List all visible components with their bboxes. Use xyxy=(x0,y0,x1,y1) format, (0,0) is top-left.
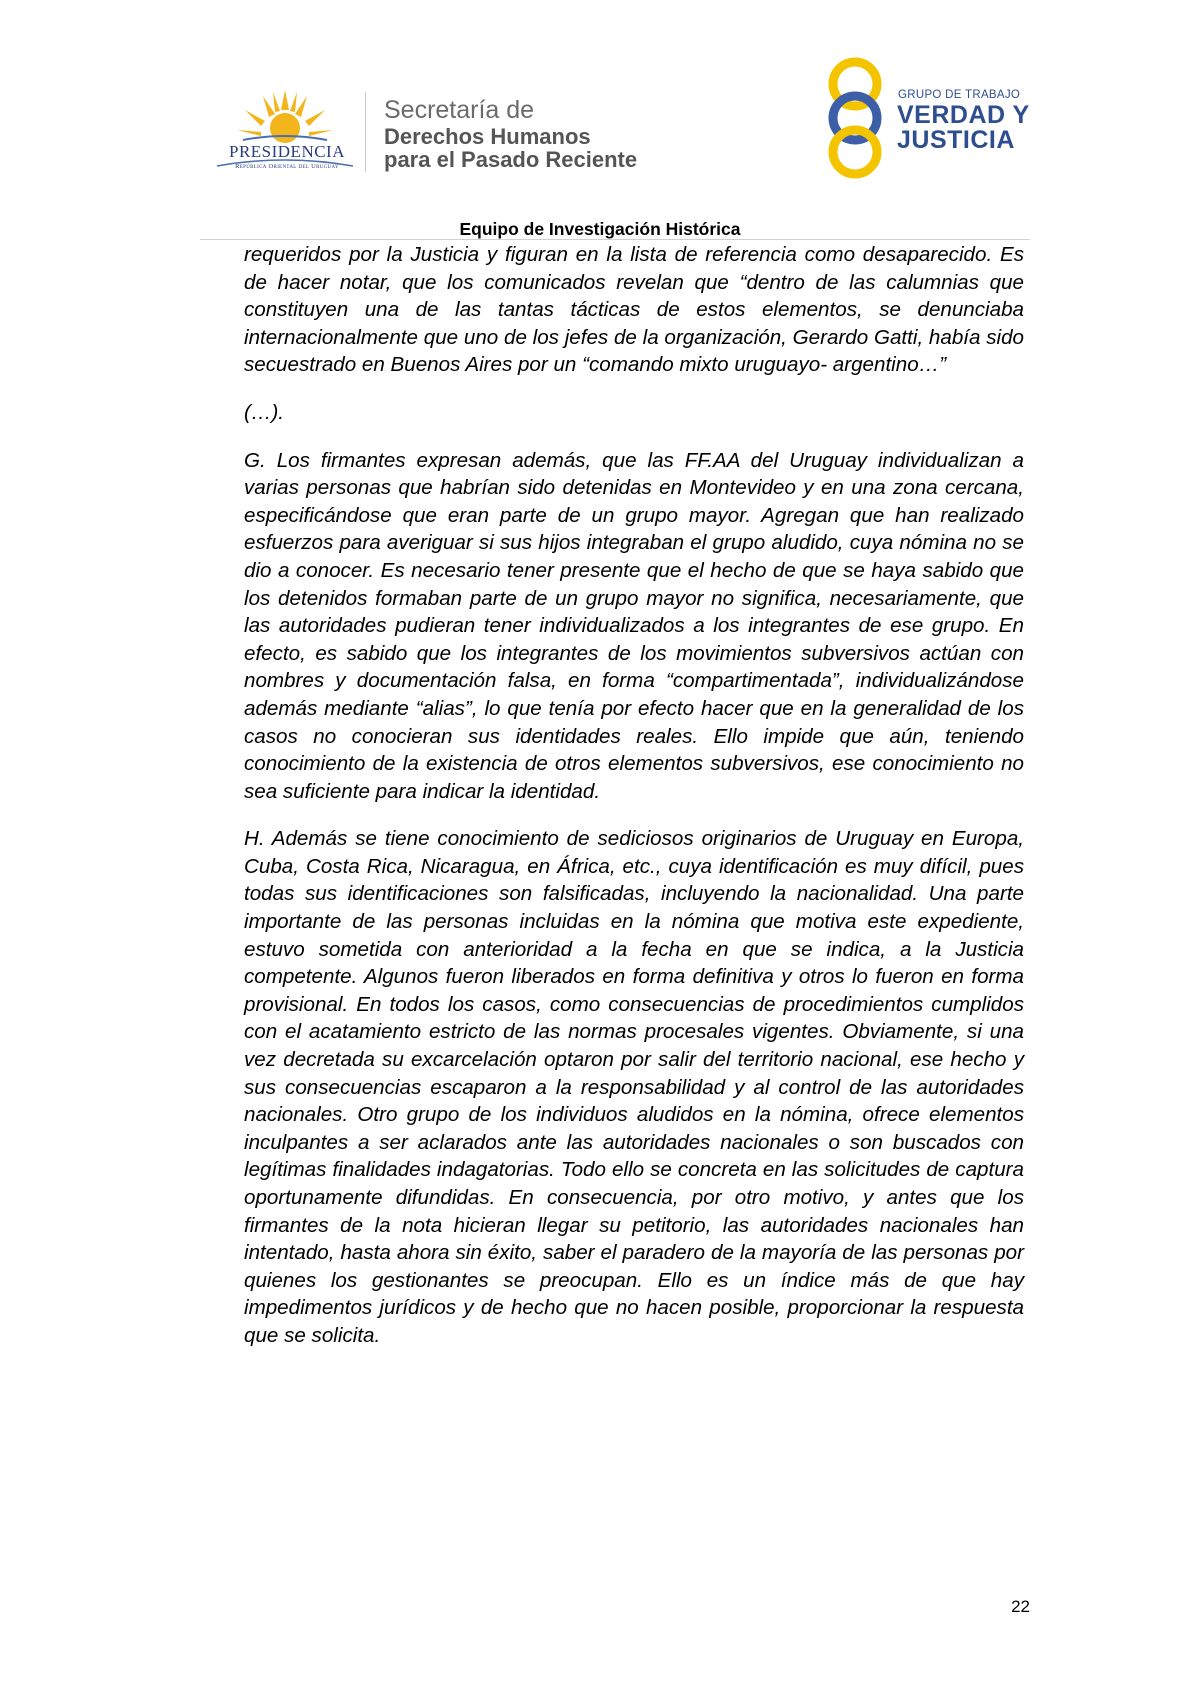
secretaria-line-1: Secretaría de xyxy=(384,96,535,124)
paragraph-ellipsis: (…). xyxy=(244,400,285,424)
verdad-justicia-rings-logo-icon xyxy=(820,56,890,180)
page-number: 22 xyxy=(1011,1597,1030,1616)
justicia-label: JUSTICIA xyxy=(897,126,1015,154)
paragraph-g: G. Los firmantes expresan además, que las FF.AA del Uruguay individualizan a varias personas que habrían sido detenidas en Montevideo y en una zona cercana, especificándose que eran parte de un grupo mayor. Agregan que han realizado esfuerzos para averiguar si sus hijos integraban el grupo aludido, cuya nómina no se dio a conocer. Es necesario tener presente que el hecho de que se haya sabido que los detenidos formaban parte de un grupo mayor no significa, necesariamente, que las autoridades pudieran tener individualizados a los integrantes de ese grupo. En efecto, es sabido que los integrantes de los movimientos subversivos actúan con nombres y documentación falsa, en forma “compartimentada”, individualizándose además mediante “alias”, lo que tenía por efecto hacer que en la generalidad de los casos no conocieran sus identidades reales. Ello impide que aún, teniendo conocimiento de la existencia de otros elementos subversivos, ese conocimiento no sea suficiente para indicar la identidad. xyxy=(244,448,1024,803)
secretaria-line-2: Derechos Humanos xyxy=(384,124,591,149)
header-rule xyxy=(200,239,1030,240)
team-title: Equipo de Investigación Histórica xyxy=(459,219,741,239)
paragraph-continuation: requeridos por la Justicia y figuran en la lista de referencia como desaparecido. Es de hacer notar, que los comunicados revelan que “dentro de las calumnias que constituyen una de las tantas tácticas de estos elementos, se denunciaba internacionalmente que uno de los jefes de la organización, Gerardo Gatti, había sido secuestrado en Buenos Aires por un “comando mixto uruguayo- argentino…” xyxy=(244,243,1024,377)
paragraph-h: H. Además se tiene conocimiento de sediciosos originarios de Uruguay en Europa, Cuba, Costa Rica, Nicaragua, en África, etc., cuya identificación es muy difícil, pues todas sus identificaciones son falsificadas, incluyendo la nacionalidad. Una parte importante de las personas incluidas en la nómina que motiva este expediente, estuvo sometida con anterioridad a la fecha en que se indica, a la Justicia competente. Algunos fueron liberados en forma definitiva y otros lo fueron en forma provisional. En todos los casos, como consecuencias de procedimientos cumplidos con el acatamiento estricto de las normas procesales vigentes. Obviamente, si una vez decretada su excarcelación optaron por salir del territorio nacional, ese hecho y sus consecuencias escaparon a la responsabilidad y al control de las autoridades nacionales. Otro grupo de los individuos aludidos en la nómina, ofrece elementos inculpantes a ser aclarados ante las autoridades nacionales o son buscados con legítimas finalidades indagatorias. Todo ello se concreta en las solicitudes de captura oportunamente difundidas. En consecuencia, por otro motivo, y antes que los firmantes de la nota hicieran llegar su petitorio, las autoridades nacionales han intentado, hasta ahora sin éxito, saber el paradero de la mayoría de las personas por quienes los gestionantes se preocupan. Ello es un índice más de que hay impedimentos jurídicos y de hecho que no hacen posible, proporcionar la respuesta que se solicita. xyxy=(244,827,1024,1347)
presidencia-subtitle: República Oriental del Uruguay xyxy=(235,163,339,170)
grupo-de-trabajo-label: GRUPO DE TRABAJO xyxy=(898,89,1021,101)
verdad-y-label: VERDAD Y xyxy=(897,101,1030,129)
document-body xyxy=(244,241,1024,1370)
secretaria-line-3: para el Pasado Reciente xyxy=(384,147,638,172)
header-divider xyxy=(365,92,366,172)
page-header xyxy=(0,0,1191,240)
presidencia-name: PRESIDENCIA xyxy=(228,142,345,161)
